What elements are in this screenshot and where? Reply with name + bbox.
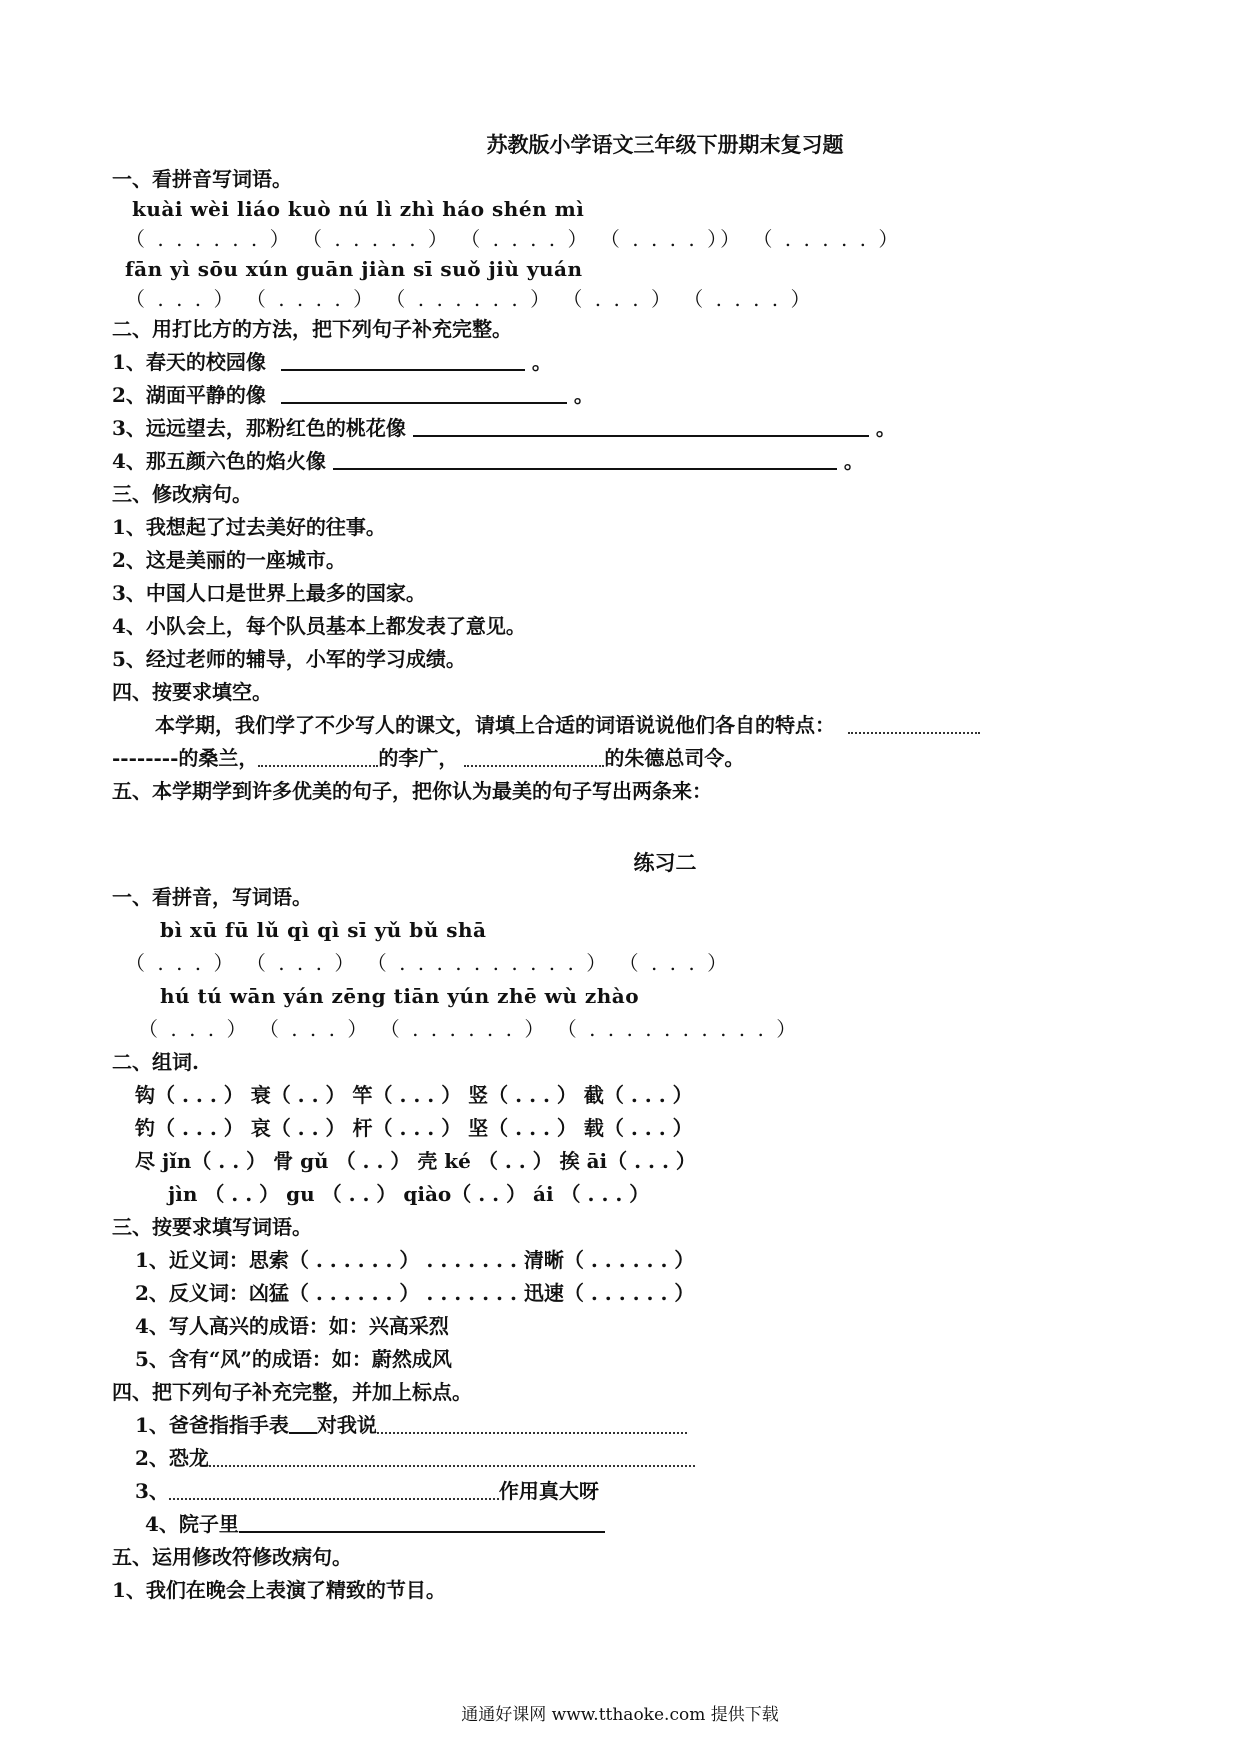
- s4-dash-blank[interactable]: --------: [112, 746, 179, 770]
- ex2-s4-item-3-text-a: 3、: [135, 1479, 169, 1503]
- ex2-s4-heading: 四、把下列句子补充完整，并加上标点。: [112, 1380, 472, 1404]
- ex2-s1-paren-row2: （ . . . ） （ . . . ） （ . . . . . . ） （ . . . . . . . . . . ）: [138, 1017, 800, 1041]
- period: 。: [531, 350, 552, 374]
- answer-blank[interactable]: [333, 446, 837, 470]
- ex2-s3-item-3: 4、写人高兴的成语：如：兴高采烈: [135, 1314, 449, 1338]
- s2-item-1-text: 1、春天的校园像: [112, 350, 266, 374]
- s2-item-3: [112, 411, 1240, 445]
- ex2-s4-item-2: [135, 1441, 1240, 1475]
- ex2-s1-pinyin-row2: hú tú wān yán zēng tiān yún zhē wù zhào: [160, 984, 640, 1008]
- s1-paren-row2: （ . . . ） （ . . . . ） （ . . . . . . ） （ . . . ） （ . . . . ）: [125, 287, 814, 311]
- ex2-s5-heading: 五、运用修改符修改病句。: [112, 1545, 352, 1569]
- s4-liguang: 的李广，: [378, 746, 459, 770]
- ex2-s4-item-3: [135, 1474, 1240, 1508]
- ex2-s1-pinyin-row1: bì xū fū lǔ qì qì sī yǔ bǔ shā: [160, 918, 487, 942]
- s2-item-4: [112, 444, 1240, 478]
- s1-paren-row1: （ . . . . . . ） （ . . . . . ） （ . . . . ） （ . . . . ）） （ . . . . . ）: [125, 227, 902, 251]
- s2-item-2-text: 2、湖面平静的像: [112, 383, 266, 407]
- s4-zhude: 的朱德总司令。: [604, 746, 745, 770]
- answer-blank[interactable]: [169, 1476, 499, 1500]
- period: 。: [875, 416, 896, 440]
- answer-blank[interactable]: [239, 1509, 605, 1533]
- s2-item-3-text: 3、远远望去，那粉红色的桃花像: [112, 416, 406, 440]
- s4-heading: 四、按要求填空。: [112, 680, 272, 704]
- answer-blank[interactable]: [848, 710, 980, 734]
- s1-heading: 一、看拼音写词语。: [112, 167, 292, 191]
- s3-item-5: 5、经过老师的辅导，小军的学习成绩。: [112, 647, 466, 671]
- page-title: 苏教版小学语文三年级下册期末复习题: [486, 132, 844, 157]
- s2-heading: 二、用打比方的方法，把下列句子补充完整。: [112, 317, 512, 341]
- ex2-s4-item-4-text: 4、院子里: [145, 1512, 239, 1536]
- answer-blank[interactable]: [377, 1410, 687, 1434]
- s4-sanglan: 的桑兰，: [178, 746, 259, 770]
- answer-blank[interactable]: [281, 380, 567, 404]
- ex2-s4-item-1-text-a: 1、爸爸指指手表: [135, 1413, 289, 1437]
- s2-item-1: [112, 345, 1240, 379]
- ex2-s2-row4: jìn （ . . ） gu （ . . ） qiào（ . . ） ái （ . . . ）: [168, 1182, 650, 1206]
- ex2-s4-item-4: [145, 1507, 1240, 1541]
- ex2-s3-item-1: 1、近义词：思索（ . . . . . . ） . . . . . . . 清晰（ . . . . . . ）: [135, 1248, 695, 1272]
- s4-line-1-text: 本学期，我们学了不少写人的课文，请填上合适的词语说说他们各自的特点：: [155, 713, 835, 737]
- ex2-s2-row3: 尽 jǐn（ . . ） 骨 gǔ （ . . ） 壳 ké （ . . ） 挨 āi（ . . . ）: [135, 1149, 696, 1173]
- ex2-s5-item-1: 1、我们在晚会上表演了精致的节目。: [112, 1578, 446, 1602]
- ex2-s2-row1: 钩（ . . . ） 衰（ . . ） 竿（ . . . ） 竖（ . . . ） 截（ . . . ）: [135, 1083, 693, 1107]
- ex2-s2-row2: 钓（ . . . ） 哀（ . . ） 杆（ . . . ） 坚（ . . . ） 载（ . . . ）: [135, 1116, 693, 1140]
- s2-item-2: [112, 378, 1240, 412]
- ex2-s1-paren-row1: （ . . . ） （ . . . ） （ . . . . . . . . . . ） （ . . . ）: [125, 951, 731, 975]
- s3-item-3: 3、中国人口是世界上最多的国家。: [112, 581, 426, 605]
- ex2-s4-item-3-text-b: 作用真大呀: [498, 1479, 599, 1503]
- answer-blank[interactable]: [289, 1410, 317, 1434]
- s1-pinyin-row2: fān yì sōu xún guān jiàn sī suǒ jiù yuán: [125, 257, 583, 281]
- answer-blank[interactable]: [413, 413, 869, 437]
- s2-item-4-text: 4、那五颜六色的焰火像: [112, 449, 326, 473]
- ex2-s4-item-2-text: 2、恐龙: [135, 1446, 209, 1470]
- footer-credit: 通通好课网 www.tthaoke.com 提供下载: [461, 1705, 779, 1725]
- answer-blank[interactable]: [209, 1443, 695, 1467]
- answer-blank[interactable]: [258, 743, 378, 767]
- s3-item-1: 1、我想起了过去美好的往事。: [112, 515, 386, 539]
- s5-heading: 五、本学期学到许多优美的句子，把你认为最美的句子写出两条来：: [112, 779, 712, 803]
- exercise-2-title: 练习二: [633, 850, 697, 875]
- ex2-s1-heading: 一、看拼音，写词语。: [112, 885, 312, 909]
- ex2-s2-heading: 二、组词.: [112, 1050, 199, 1074]
- s3-item-4: 4、小队会上，每个队员基本上都发表了意见。: [112, 614, 526, 638]
- s3-heading: 三、修改病句。: [112, 482, 252, 506]
- period: 。: [843, 449, 864, 473]
- answer-blank[interactable]: [281, 347, 525, 371]
- ex2-s3-item-2: 2、反义词：凶猛（ . . . . . . ） . . . . . . . 迅速（ . . . . . . ）: [135, 1281, 695, 1305]
- s4-line-2: [112, 741, 1240, 775]
- ex2-s4-item-1: [135, 1408, 1240, 1442]
- answer-blank[interactable]: [464, 743, 604, 767]
- s1-pinyin-row1: kuài wèi liáo kuò nú lì zhì háo shén mì: [132, 197, 585, 221]
- ex2-s3-heading: 三、按要求填写词语。: [112, 1215, 312, 1239]
- ex2-s4-item-1-text-b: 对我说: [316, 1413, 377, 1437]
- period: 。: [573, 383, 594, 407]
- s3-item-2: 2、这是美丽的一座城市。: [112, 548, 346, 572]
- s4-line-1: [155, 708, 1240, 742]
- ex2-s3-item-4: 5、含有“风”的成语：如：蔚然成风: [135, 1347, 452, 1371]
